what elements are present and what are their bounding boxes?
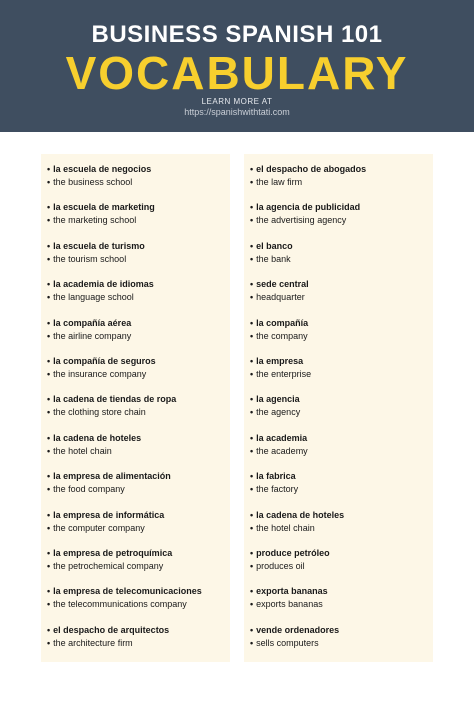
- english-translation-text: the factory: [256, 484, 299, 495]
- vocabulary-column-right: [244, 154, 433, 662]
- website-link[interactable]: https://spanishwithtati.com: [184, 107, 290, 117]
- vocabulary-entry: [250, 240, 433, 278]
- bullet-icon: •: [47, 317, 51, 328]
- english-translation-text: the enterprise: [256, 368, 312, 379]
- vocabulary-entry: [47, 393, 230, 431]
- english-translation: [250, 330, 433, 343]
- english-translation: [250, 445, 433, 458]
- vocabulary-entry: [47, 585, 230, 623]
- spanish-term-text: exporta bananas: [256, 586, 328, 597]
- bullet-icon: •: [47, 177, 51, 187]
- bullet-icon: •: [47, 368, 51, 379]
- vocabulary-entry: [47, 624, 230, 662]
- bullet-icon: •: [47, 202, 51, 213]
- english-translation: [250, 253, 433, 266]
- learn-more-label: LEARN MORE AT: [201, 97, 273, 106]
- bullet-icon: •: [47, 394, 51, 405]
- bullet-icon: •: [250, 637, 254, 648]
- spanish-term: [250, 470, 433, 483]
- english-translation: [250, 291, 433, 304]
- english-translation: [250, 598, 433, 611]
- english-translation: [47, 291, 230, 304]
- vocabulary-entry: [250, 509, 433, 547]
- english-translation: [47, 598, 230, 611]
- spanish-term: [47, 393, 230, 406]
- spanish-term-text: la cadena de tiendas de ropa: [53, 394, 177, 405]
- spanish-term: [47, 163, 230, 176]
- spanish-term-text: la agencia de publicidad: [256, 202, 361, 213]
- spanish-term: [47, 547, 230, 560]
- english-translation-text: the law firm: [256, 177, 303, 187]
- bullet-icon: •: [47, 215, 51, 226]
- bullet-icon: •: [250, 253, 254, 264]
- vocabulary-entry: [47, 163, 230, 201]
- spanish-term: [250, 509, 433, 522]
- english-translation: [47, 637, 230, 650]
- english-translation-text: produces oil: [256, 560, 305, 571]
- bullet-icon: •: [47, 560, 51, 571]
- spanish-term-text: la empresa de informática: [53, 509, 165, 520]
- english-translation: [47, 176, 230, 189]
- spanish-term-text: la compañía aérea: [53, 317, 132, 328]
- vocabulary-entry: [47, 509, 230, 547]
- bullet-icon: •: [250, 509, 254, 520]
- english-translation-text: the hotel chain: [256, 522, 315, 533]
- english-translation: [47, 214, 230, 227]
- bullet-icon: •: [250, 215, 254, 226]
- spanish-term: [47, 432, 230, 445]
- english-translation: [250, 368, 433, 381]
- english-translation: [250, 406, 433, 419]
- bullet-icon: •: [250, 432, 254, 443]
- spanish-term-text: la compañía de seguros: [53, 355, 156, 366]
- bullet-icon: •: [250, 317, 254, 328]
- vocabulary-entry: [47, 240, 230, 278]
- spanish-term: [250, 585, 433, 598]
- spanish-term: [47, 624, 230, 637]
- english-translation-text: the marketing school: [53, 215, 137, 226]
- bullet-icon: •: [47, 471, 51, 482]
- page-title: VOCABULARY: [65, 47, 409, 99]
- vocabulary-entry: [47, 278, 230, 316]
- english-translation: [250, 214, 433, 227]
- bullet-icon: •: [47, 445, 51, 456]
- bullet-icon: •: [47, 292, 51, 303]
- bullet-icon: •: [47, 330, 51, 341]
- spanish-term-text: produce petróleo: [256, 547, 330, 558]
- spanish-term: [47, 355, 230, 368]
- bullet-icon: •: [250, 407, 254, 418]
- bullet-icon: •: [250, 177, 254, 187]
- spanish-term: [250, 317, 433, 330]
- bullet-icon: •: [250, 330, 254, 341]
- spanish-term: [47, 585, 230, 598]
- bullet-icon: •: [47, 407, 51, 418]
- vocabulary-column-left: [41, 154, 230, 662]
- spanish-term: [47, 470, 230, 483]
- english-translation-text: exports bananas: [256, 599, 323, 610]
- vocabulary-entry: [250, 624, 433, 662]
- bullet-icon: •: [250, 355, 254, 366]
- spanish-term-text: la compañía: [256, 317, 309, 328]
- spanish-term-text: vende ordenadores: [256, 624, 340, 635]
- spanish-term-text: la empresa de alimentación: [53, 471, 171, 482]
- english-translation-text: the academy: [256, 445, 308, 456]
- spanish-term-text: la fabrica: [256, 471, 296, 482]
- bullet-icon: •: [47, 522, 51, 533]
- vocabulary-entry: [250, 547, 433, 585]
- bullet-icon: •: [47, 484, 51, 495]
- english-translation-text: the hotel chain: [53, 445, 112, 456]
- english-translation-text: the advertising agency: [256, 215, 347, 226]
- english-translation: [250, 560, 433, 573]
- bullet-icon: •: [47, 253, 51, 264]
- english-translation-text: headquarter: [256, 292, 305, 303]
- english-translation-text: the bank: [256, 253, 291, 264]
- english-translation: [47, 522, 230, 535]
- english-translation: [250, 176, 433, 189]
- english-translation-text: the agency: [256, 407, 301, 418]
- english-translation-text: the company: [256, 330, 308, 341]
- english-translation: [47, 483, 230, 496]
- english-translation-text: the airline company: [53, 330, 132, 341]
- vocabulary-entry: [47, 201, 230, 239]
- spanish-term-text: sede central: [256, 279, 309, 290]
- vocabulary-entry: [47, 470, 230, 508]
- bullet-icon: •: [250, 547, 254, 558]
- spanish-term: [47, 240, 230, 253]
- english-translation: [250, 637, 433, 650]
- vocabulary-entry: [250, 393, 433, 431]
- spanish-term-text: la empresa de telecomunicaciones: [53, 586, 202, 597]
- english-translation-text: the language school: [53, 292, 134, 303]
- vocabulary-entry: [250, 585, 433, 623]
- spanish-term-text: la empresa de petroquímica: [53, 547, 173, 558]
- spanish-term: [47, 278, 230, 291]
- vocabulary-entry: [47, 317, 230, 355]
- spanish-term-text: la escuela de marketing: [53, 202, 155, 213]
- bullet-icon: •: [250, 292, 254, 303]
- english-translation-text: the insurance company: [53, 368, 147, 379]
- spanish-term: [250, 201, 433, 214]
- vocabulary-entry: [250, 317, 433, 355]
- bullet-icon: •: [250, 484, 254, 495]
- bullet-icon: •: [47, 547, 51, 558]
- bullet-icon: •: [250, 471, 254, 482]
- spanish-term: [250, 432, 433, 445]
- spanish-term: [47, 201, 230, 214]
- spanish-term-text: la academia: [256, 432, 308, 443]
- english-translation: [47, 253, 230, 266]
- bullet-icon: •: [250, 445, 254, 456]
- vocabulary-entry: [250, 201, 433, 239]
- bullet-icon: •: [250, 560, 254, 571]
- vocabulary-entry: [250, 163, 433, 201]
- bullet-icon: •: [250, 599, 254, 610]
- page-subtitle: BUSINESS SPANISH 101: [91, 21, 383, 48]
- bullet-icon: •: [250, 202, 254, 213]
- english-translation-text: the architecture firm: [53, 637, 133, 648]
- bullet-icon: •: [250, 624, 254, 635]
- spanish-term: [250, 163, 433, 176]
- spanish-term: [47, 317, 230, 330]
- bullet-icon: •: [47, 279, 51, 290]
- bullet-icon: •: [47, 624, 51, 635]
- english-translation-text: the business school: [53, 177, 133, 187]
- english-translation: [250, 483, 433, 496]
- vocabulary-entry: [250, 355, 433, 393]
- vocabulary-entry: [250, 432, 433, 470]
- bullet-icon: •: [47, 599, 51, 610]
- vocabulary-entry: [250, 278, 433, 316]
- bullet-icon: •: [250, 586, 254, 597]
- bullet-icon: •: [250, 279, 254, 290]
- bullet-icon: •: [250, 164, 254, 174]
- bullet-icon: •: [47, 586, 51, 597]
- spanish-term-text: el banco: [256, 240, 293, 251]
- spanish-term: [250, 393, 433, 406]
- bullet-icon: •: [47, 637, 51, 648]
- spanish-term-text: la cadena de hoteles: [256, 509, 345, 520]
- english-translation-text: the petrochemical company: [53, 560, 164, 571]
- english-translation: [47, 406, 230, 419]
- vocabulary-entry: [47, 547, 230, 585]
- english-translation-text: the tourism school: [53, 253, 127, 264]
- bullet-icon: •: [47, 509, 51, 520]
- bullet-icon: •: [47, 432, 51, 443]
- bullet-icon: •: [250, 522, 254, 533]
- spanish-term: [250, 355, 433, 368]
- english-translation-text: the computer company: [53, 522, 145, 533]
- english-translation-text: the clothing store chain: [53, 407, 146, 418]
- spanish-term-text: la cadena de hoteles: [53, 432, 142, 443]
- spanish-term: [250, 624, 433, 637]
- spanish-term-text: el despacho de arquitectos: [53, 624, 170, 635]
- vocabulary-entry: [250, 470, 433, 508]
- bullet-icon: •: [47, 164, 51, 174]
- bullet-icon: •: [250, 240, 254, 251]
- english-translation: [47, 330, 230, 343]
- english-translation: [47, 368, 230, 381]
- english-translation: [250, 522, 433, 535]
- spanish-term: [250, 278, 433, 291]
- english-translation: [47, 445, 230, 458]
- english-translation-text: the telecommunications company: [53, 599, 187, 610]
- spanish-term: [250, 240, 433, 253]
- spanish-term-text: la empresa: [256, 355, 304, 366]
- bullet-icon: •: [47, 240, 51, 251]
- spanish-term: [250, 547, 433, 560]
- vocabulary-entry: [47, 355, 230, 393]
- spanish-term-text: la agencia: [256, 394, 300, 405]
- spanish-term-text: el despacho de abogados: [256, 164, 367, 174]
- bullet-icon: •: [47, 355, 51, 366]
- spanish-term: [47, 509, 230, 522]
- bullet-icon: •: [250, 394, 254, 405]
- header-banner: [0, 0, 474, 132]
- spanish-term-text: la academia de idiomas: [53, 279, 154, 290]
- english-translation-text: sells computers: [256, 637, 319, 648]
- spanish-term-text: la escuela de turismo: [53, 240, 145, 251]
- english-translation: [47, 560, 230, 573]
- vocabulary-entry: [47, 432, 230, 470]
- bullet-icon: •: [250, 368, 254, 379]
- english-translation-text: the food company: [53, 484, 125, 495]
- spanish-term-text: la escuela de negocios: [53, 164, 152, 174]
